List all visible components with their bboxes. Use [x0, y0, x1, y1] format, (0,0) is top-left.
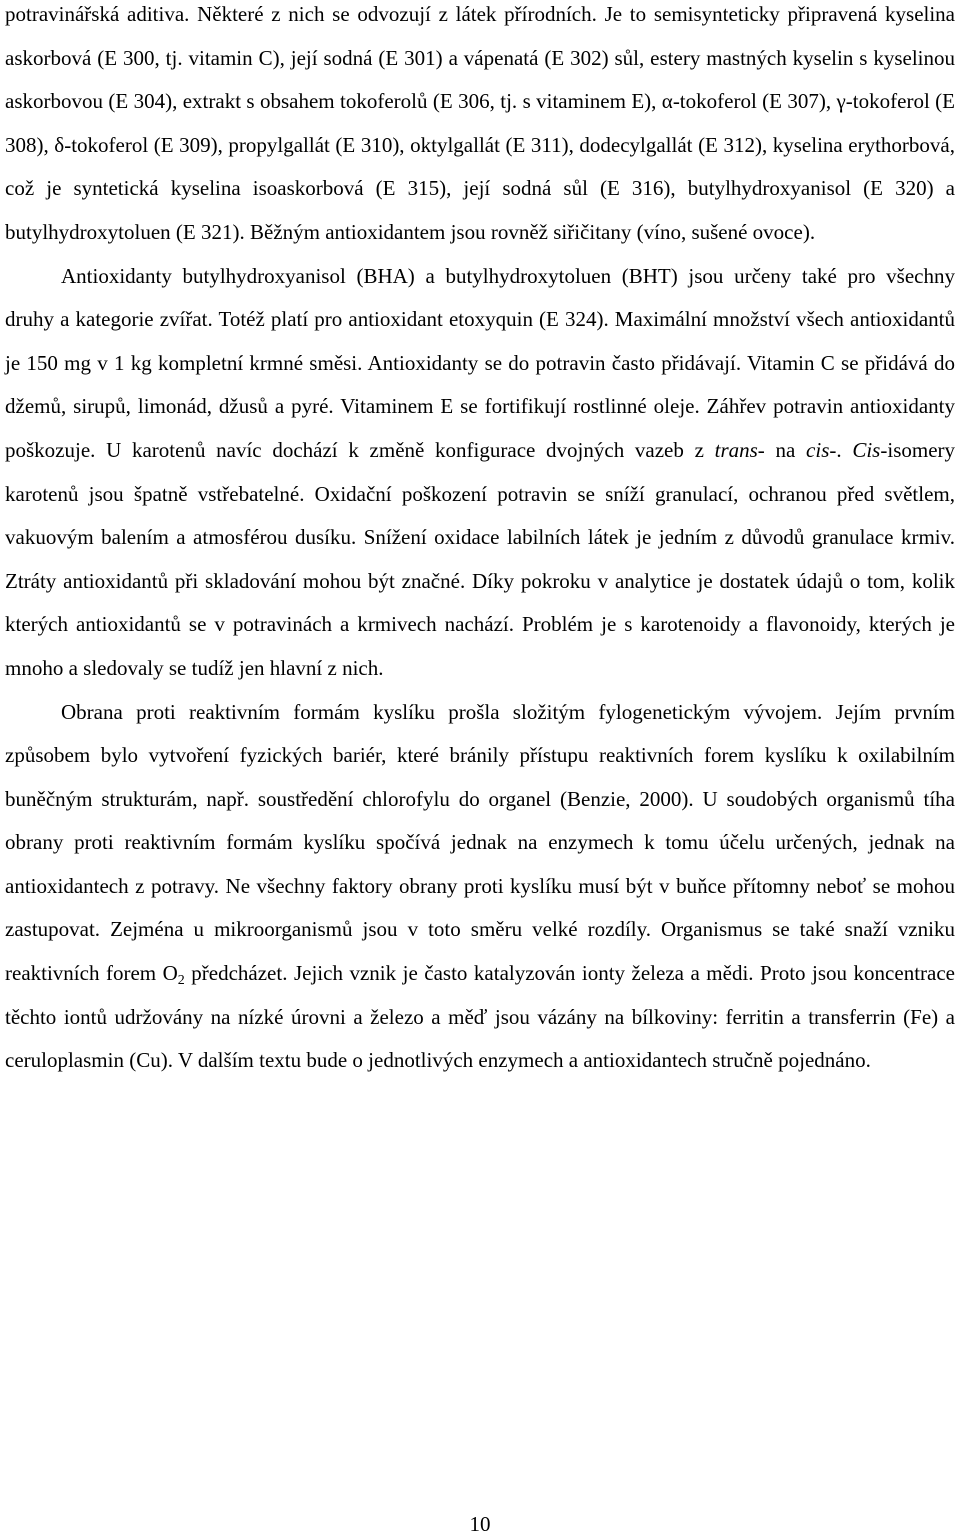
paragraph-antioxidants-text-1: Antioxidanty butylhydroxyanisol (BHA) a butylhydroxytoluen (BHT) jsou určeny také pro všechny druhy a kategorie zvířat. Totéž platí pro antioxidant etoxyquin (E 324). Maximální množství všech antioxidantů je 150 mg v 1 kg kompletní krmné směsi. Antioxidanty se do potravin často přidávají. Vitamin C se přidává do džemů, sirupů, limonád, džusů a pyré. Vitaminem E se fortifikují rostlinné oleje. Záhřev potravin antioxidanty poškozuje. U karotenů navíc dochází k změně konfigurace dvojných vazeb z [5, 263, 955, 462]
paragraph-antioxidants [5, 255, 955, 691]
italic-cis: cis- [806, 437, 837, 462]
paragraph-oxygen-defense [5, 691, 955, 1083]
paragraph-oxygen-defense-text-2: předcházet. Jejich vznik je často katalyzován ionty železa a mědi. Proto jsou koncentrace těchto iontů udržovány na nízké úrovni a železo a měď jsou vázány na bílkoviny: ferritin a transferrin (Fe) a ceruloplasmin (Cu). V dalším textu bude o jednotlivých enzymech a antioxidantech stručně pojednáno. [5, 961, 955, 1073]
paragraph-antioxidants-text-3: . [836, 437, 853, 462]
italic-cis-isomers: Cis- [852, 437, 888, 462]
document-page [5, 0, 955, 1083]
paragraph-oxygen-defense-text-1: Obrana proti reaktivním formám kyslíku prošla složitým fylogenetickým vývojem. Jejím prvním způsobem bylo vytvoření fyzických bariér, které bránily přístupu reaktivních forem kyslíku k oxilabilním buněčným strukturám, např. soustředění chlorofylu do organel (Benzie, 2000). U soudobých organismů tíha obrany proti reaktivním formám kyslíku spočívá jednak na enzymech k tomu účelu určených, jednak na antioxidantech z potravy. Ne všechny faktory obrany proti kyslíku musí být v buňce přítomny neboť se mohou zastupovat. Zejména u mikroorganismů jsou v toto směru velké rozdíly. Organismus se také snaží vzniku reaktivních forem O [5, 699, 955, 986]
paragraph-antioxidants-text-2: na [764, 437, 807, 462]
subscript-2: 2 [177, 973, 185, 989]
paragraph-additives: potravinářská aditiva. Některé z nich se odvozují z látek přírodních. Je to semisynteticky připravená kyselina askorbová (E 300, tj. vitamin C), její sodná (E 301) a vápenatá (E 302) sůl, estery mastných kyselin s kyselinou askorbovou (E 304), extrakt s obsahem tokoferolů (E 306, tj. s vitaminem E), α-tokoferol (E 307), γ-tokoferol (E 308), δ-tokoferol (E 309), propylgallát (E 310), oktylgallát (E 311), dodecylgallát (E 312), kyselina erythorbová, což je syntetická kyselina isoaskorbová (E 315), její sodná sůl (E 316), butylhydroxyanisol (E 320) a butylhydroxytoluen (E 321). Běžným antioxidantem jsou rovněž siřičitany (víno, sušené ovoce). [5, 2, 955, 244]
paragraph-antioxidants-text-4: isomery karotenů jsou špatně vstřebatelné. Oxidační poškození potravin se sníží granulací, ochranou před světlem, vakuovým balením a atmosférou dusíku. Snížení oxidace labilních látek je jedním z důvodů granulace krmiv. Ztráty antioxidantů při skladování mohou být značné. Díky pokroku v analytice je dostatek údajů o tom, kolik kterých antioxidantů se v potravinách a krmivech nachází. Problém je s karotenoidy a flavonoidy, kterých je mnoho a sledovaly se tudíž jen hlavní z nich. [5, 437, 956, 680]
page-number: 10 [469, 1512, 491, 1536]
italic-trans: trans- [714, 437, 765, 462]
